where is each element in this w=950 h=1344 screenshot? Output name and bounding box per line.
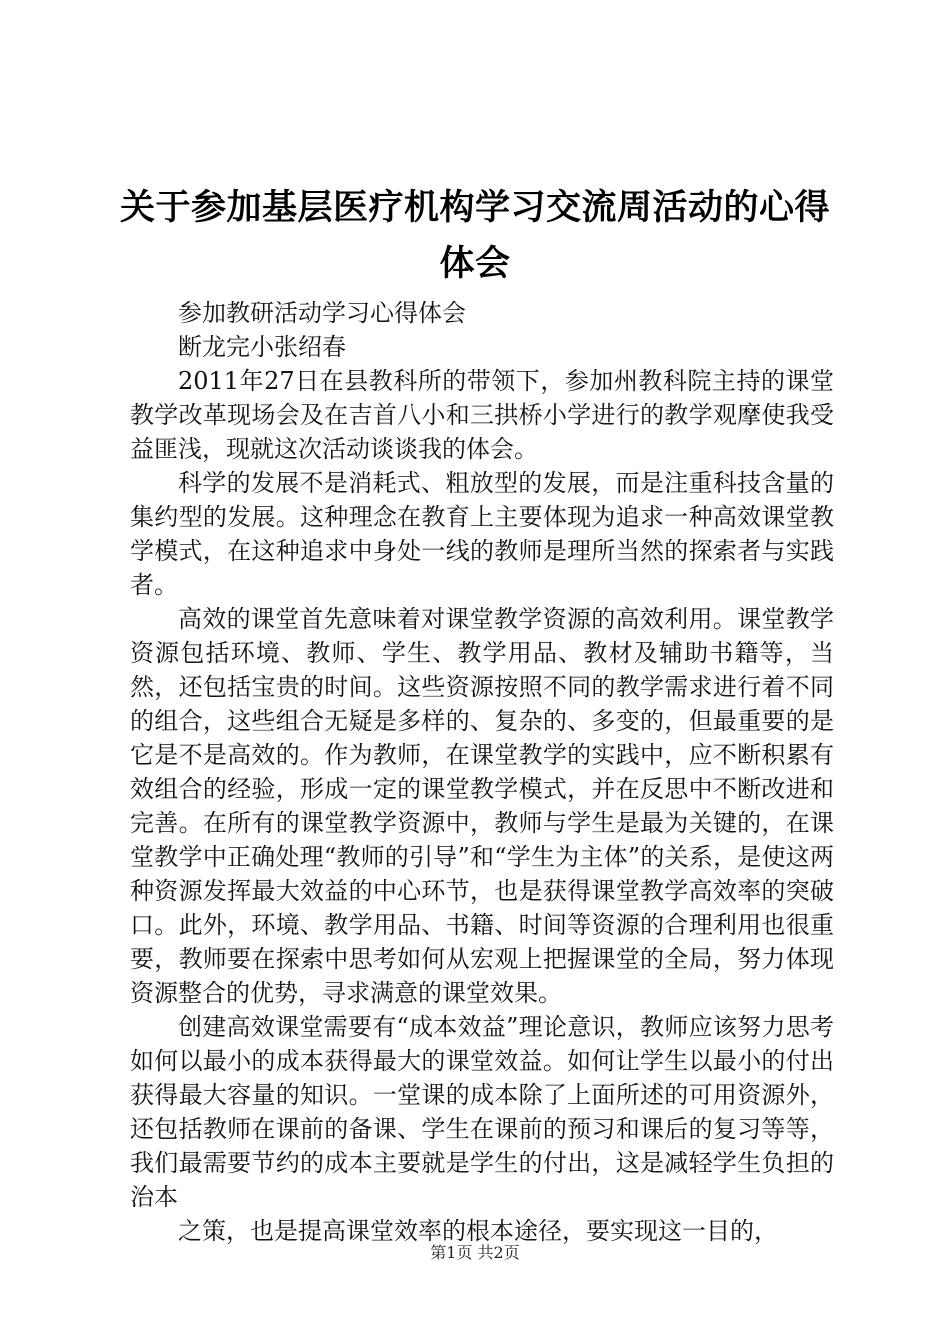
paragraph: 高效的课堂首先意味着对课堂教学资源的高效利用。课堂教学资源包括环境、教师、学生、教学用品、教材及辅助书籍等，当然，还包括宝贵的时间。这些资源按照不同的教学需求进行着不同的组合，这些组合无疑是多样的、复杂的、多变的，但最重要的是它是不是高效的。作为教师，在课堂教学的实践中，应不断积累有效组合的经验，形成一定的课堂教学模式，并在反思中不断改进和完善。在所有的课堂教学资源中，教师与学生是最为关键的，在课堂教学中正确处理“教师的引导”和“学生为主体”的关系，是使这两种资源发挥最大效益的中心环节，也是获得课堂教学高效率的突破口。此外，环境、教学用品、书籍、时间等资源的合理利用也很重要，教师要在探索中思考如何从宏观上把握课堂的全局，努力体现资源整合的优势，寻求满意的课堂效果。	[130, 605, 834, 1007]
page-number: 第1页 共2页	[430, 1243, 520, 1262]
paragraph: 科学的发展不是消耗式、粗放型的发展，而是注重科技含量的集约型的发展。这种理念在教育上主要体现为追求一种高效课堂教学模式，在这种追求中身处一线的教师是理所当然的探索者与实践者。	[130, 469, 834, 599]
paragraph-heading: 参加教研活动学习心得体会	[178, 299, 466, 327]
paragraph: 2011年27日在县教科所的带领下，参加州教科院主持的课堂教学改革现场会及在吉首八小和三拱桥小学进行的教学观摩使我受益匪浅，现就这次活动谈谈我的体会。	[130, 367, 834, 463]
document-title: 关于参加基层医疗机构学习交流周活动的心得体会	[120, 188, 831, 284]
document-body	[130, 296, 834, 1248]
paragraph: 之策，也是提高课堂效率的根本途径，要实现这一目的，	[178, 1217, 778, 1245]
paragraph-author: 断龙完小张绍春	[178, 333, 346, 361]
paragraph: 创建高效课堂需要有“成本效益”理论意识，教师应该努力思考如何以最小的成本获得最大的课堂效益。如何让学生以最小的付出获得最大容量的知识。一堂课的成本除了上面所述的可用资源外，还包括教师在课前的备课、学生在课前的预习和课后的复习等等，我们最需要节约的成本主要就是学生的付出，这是减轻学生负担的治本	[130, 1013, 834, 1211]
